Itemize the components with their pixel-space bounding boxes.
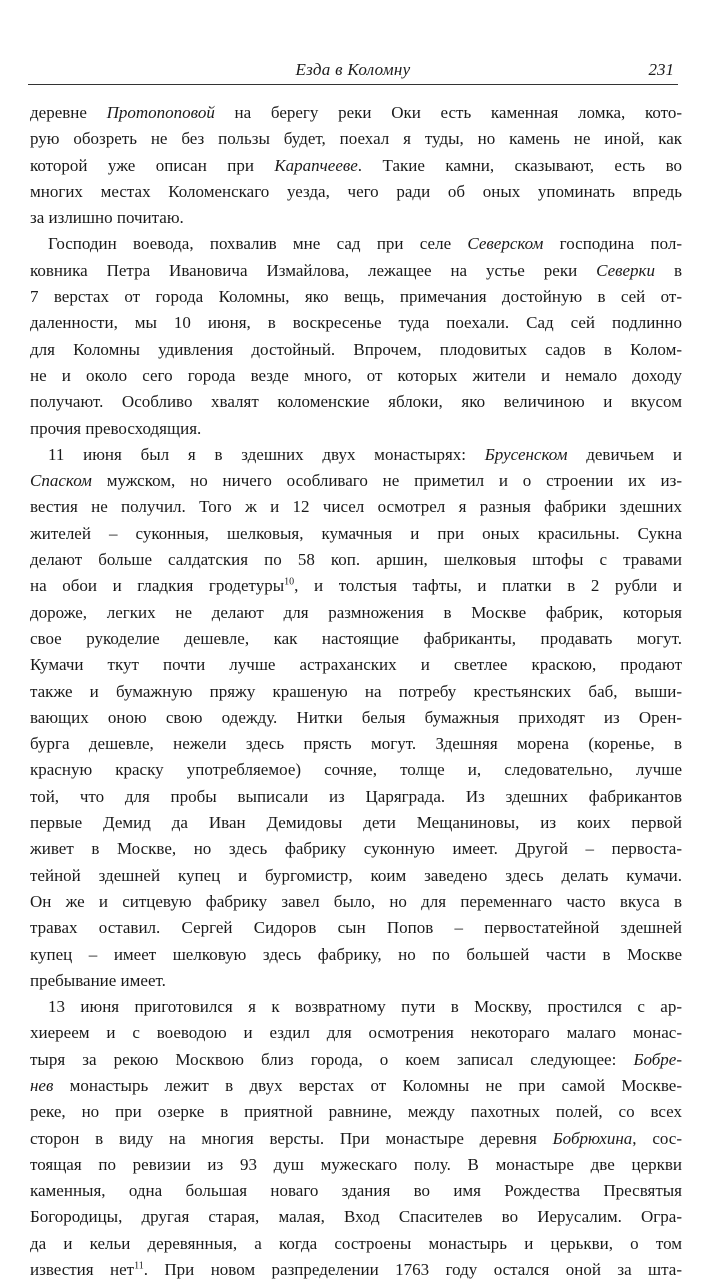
italic-name: Брусенском bbox=[484, 444, 568, 464]
text-run: за излишно почитаю. bbox=[30, 208, 184, 228]
text-run: Кумачи ткут почти лучше астраханских и светлее краскою, продают bbox=[30, 655, 682, 675]
text-line bbox=[30, 126, 682, 152]
text-run: . Такие камни, сказывают, есть во bbox=[357, 155, 682, 175]
text-run: даленности, мы 10 июня, в воскресенье туда поехали. Сад сей подлинно bbox=[30, 313, 682, 333]
text-line bbox=[30, 231, 682, 257]
text-line bbox=[30, 942, 682, 968]
text-run: на берегу реки Оки есть каменная ломка, кото- bbox=[214, 103, 682, 122]
italic-name: нев bbox=[30, 1075, 54, 1095]
text-run: 13 июня приготовился я к возвратному пути в Москву, простился с ар- bbox=[48, 997, 682, 1017]
italic-name: Протопоповой bbox=[106, 103, 215, 122]
text-line bbox=[30, 179, 682, 205]
text-run: мужском, но ничего особливаго не приметил и о строении их из- bbox=[91, 471, 682, 491]
page-body bbox=[30, 100, 682, 1283]
italic-name: Северском bbox=[467, 234, 544, 254]
text-run: на обои и гладкия гродетуры bbox=[30, 576, 285, 596]
text-line bbox=[30, 153, 682, 179]
text-run: , и толстыя тафты, и платки в 2 рубли и bbox=[294, 576, 682, 596]
text-line bbox=[30, 100, 682, 126]
text-run: Господин воевода, похвалив мне сад при селе bbox=[48, 234, 468, 254]
text-line bbox=[30, 205, 682, 231]
running-header bbox=[28, 58, 678, 85]
text-run: травах оставил. Сергей Сидоров сын Попов – первостатейной здешней bbox=[30, 918, 682, 938]
italic-name: Северки bbox=[596, 260, 656, 280]
text-line bbox=[30, 1020, 682, 1046]
text-run: хиереем и с воеводою и ездил для осмотрения некотораго малаго монас- bbox=[30, 1023, 682, 1043]
paragraph bbox=[30, 231, 682, 441]
text-run: . При новом разпределении 1763 году остался оной за шта- bbox=[143, 1260, 682, 1280]
text-line bbox=[30, 757, 682, 783]
text-run: 11 июня был я в здешних двух монастырях: bbox=[48, 444, 485, 464]
text-line bbox=[30, 784, 682, 810]
text-line bbox=[30, 494, 682, 520]
paragraph bbox=[30, 100, 682, 231]
text-line bbox=[30, 521, 682, 547]
text-run: известия нет bbox=[30, 1260, 135, 1280]
text-run: свое рукоделие дешевле, как настоящие фабриканты, продавать могут. bbox=[30, 628, 682, 648]
text-line bbox=[30, 442, 682, 468]
text-run: рую обозреть не без пользы будет, поехал я туды, но камень не иной, как bbox=[30, 129, 682, 149]
text-run: тыря за рекою Москвою близ города, о коем записал следующее: bbox=[30, 1049, 634, 1069]
text-line bbox=[30, 258, 682, 284]
text-line bbox=[30, 1204, 682, 1230]
text-run: делают больше салдатския по 58 коп. аршин, шелковыя штофы с травами bbox=[30, 550, 682, 570]
paragraph bbox=[30, 994, 682, 1283]
text-line bbox=[30, 310, 682, 336]
text-run: многих местах Коломенскаго уезда, чего ради об оных упоминать впредь bbox=[30, 181, 682, 201]
text-run: господина пол- bbox=[543, 234, 682, 254]
text-line bbox=[30, 889, 682, 915]
text-run: Богородицы, другая старая, малая, Вход Спасителев во Иерусалим. Огра- bbox=[30, 1207, 682, 1227]
text-run: ковника Петра Ивановича Измайлова, лежащее на устье реки bbox=[30, 260, 597, 280]
text-run: вающих оною свою одежду. Нитки белыя бумажныя приходят из Орен- bbox=[30, 707, 682, 727]
text-line bbox=[30, 994, 682, 1020]
text-run: тоящая по ревизии из 93 душ мужескаго полу. В монастыре две церкви bbox=[30, 1154, 682, 1174]
text-run: , сос- bbox=[632, 1128, 682, 1148]
italic-name: Бобрюхина bbox=[552, 1128, 633, 1148]
text-run: вестия не получил. Того ж и 12 чисел осмотрел я разныя фабрики здешних bbox=[30, 497, 682, 517]
text-run: 7 верстах от города Коломны, яко вещь, примечания достойную в сей от- bbox=[30, 287, 682, 307]
text-line bbox=[30, 836, 682, 862]
text-run: реке, но при озерке в приятной равнине, между пахотных полей, со всех bbox=[30, 1102, 682, 1122]
footnote-marker: 10 bbox=[284, 576, 295, 588]
text-line bbox=[30, 416, 682, 442]
text-run: сторон в виду на многия версты. При монастыре деревня bbox=[30, 1128, 553, 1148]
text-run: не и около сего города везде много, от которых жители и немало доходу bbox=[30, 365, 682, 385]
text-run: девичьем и bbox=[567, 444, 682, 464]
text-line bbox=[30, 1073, 682, 1099]
running-title: Езда в Коломну bbox=[295, 60, 411, 79]
text-line bbox=[30, 1047, 682, 1073]
text-line bbox=[30, 389, 682, 415]
text-line bbox=[30, 1099, 682, 1125]
text-line bbox=[30, 468, 682, 494]
text-line bbox=[30, 731, 682, 757]
text-line bbox=[30, 652, 682, 678]
italic-name: Карапчееве bbox=[274, 155, 358, 175]
text-line bbox=[30, 573, 682, 599]
text-line bbox=[30, 1126, 682, 1152]
text-line bbox=[30, 363, 682, 389]
text-run: бурга дешевле, нежели здесь прясть могут. Здешняя морена (коренье, в bbox=[30, 734, 682, 754]
text-line bbox=[30, 705, 682, 731]
text-run: первые Демид да Иван Демидовы дети Мещаниновы, из коих первой bbox=[30, 813, 682, 833]
text-run: пребывание имеет. bbox=[30, 970, 166, 990]
text-line bbox=[30, 1231, 682, 1257]
italic-name: Бобре- bbox=[633, 1049, 682, 1069]
text-line bbox=[30, 915, 682, 941]
text-run: жителей – суконныя, шелковыя, кумачныя и при оных красильны. Сукна bbox=[30, 523, 682, 543]
text-line bbox=[30, 626, 682, 652]
text-run: которой уже описан при bbox=[30, 155, 275, 175]
text-run: тейной здешней купец и бургомистр, коим заведено здесь делать кумачи. bbox=[30, 865, 682, 885]
text-run: красную краску употребляемое) сочняе, толще и, следовательно, лучше bbox=[30, 760, 682, 780]
text-line bbox=[30, 1178, 682, 1204]
text-line bbox=[30, 863, 682, 889]
text-run: каменныя, одна большая новаго здания во имя Рождества Пресвятыя bbox=[30, 1181, 682, 1201]
text-run: да и кельи деревянныя, а когда состроены монастырь и церькви, о том bbox=[30, 1233, 682, 1253]
text-run: деревне bbox=[30, 103, 107, 122]
page-number: 231 bbox=[648, 60, 674, 79]
text-run: также и бумажную пряжу крашеную на потребу крестьянских баб, выши- bbox=[30, 681, 682, 701]
text-run: для Коломны удивления достойный. Впрочем, плодовитых садов в Колом- bbox=[30, 339, 682, 359]
text-run: Он же и ситцевую фабрику завел было, но для переменнаго часто вкуса в bbox=[30, 891, 682, 911]
text-line bbox=[30, 337, 682, 363]
text-line bbox=[30, 968, 682, 994]
text-line bbox=[30, 1152, 682, 1178]
text-run: получают. Особливо хвалят коломенские яблоки, яко величиною и вкусом bbox=[30, 392, 682, 412]
text-run: той, что для пробы выписали из Царяграда. Из здешних фабрикантов bbox=[30, 786, 682, 806]
text-run: монастырь лежит в двух верстах от Коломны не при самой Москве- bbox=[53, 1075, 682, 1095]
text-run: дороже, легких не делают для размножения в Москве фабрик, которыя bbox=[30, 602, 682, 622]
footnote-marker: 11 bbox=[134, 1260, 144, 1272]
text-run: прочия превосходящия. bbox=[30, 418, 202, 438]
paragraph bbox=[30, 442, 682, 994]
text-line bbox=[30, 679, 682, 705]
text-line bbox=[30, 284, 682, 310]
text-line bbox=[30, 600, 682, 626]
text-run: купец – имеет шелковую здесь фабрику, но по большей части в Москве bbox=[30, 944, 682, 964]
text-line bbox=[30, 810, 682, 836]
text-line bbox=[30, 547, 682, 573]
italic-name: Спаском bbox=[30, 471, 92, 491]
text-run: живет в Москве, но здесь фабрику суконную имеет. Другой – первоста- bbox=[30, 839, 682, 859]
text-line bbox=[30, 1257, 682, 1283]
text-run: в bbox=[655, 260, 682, 280]
